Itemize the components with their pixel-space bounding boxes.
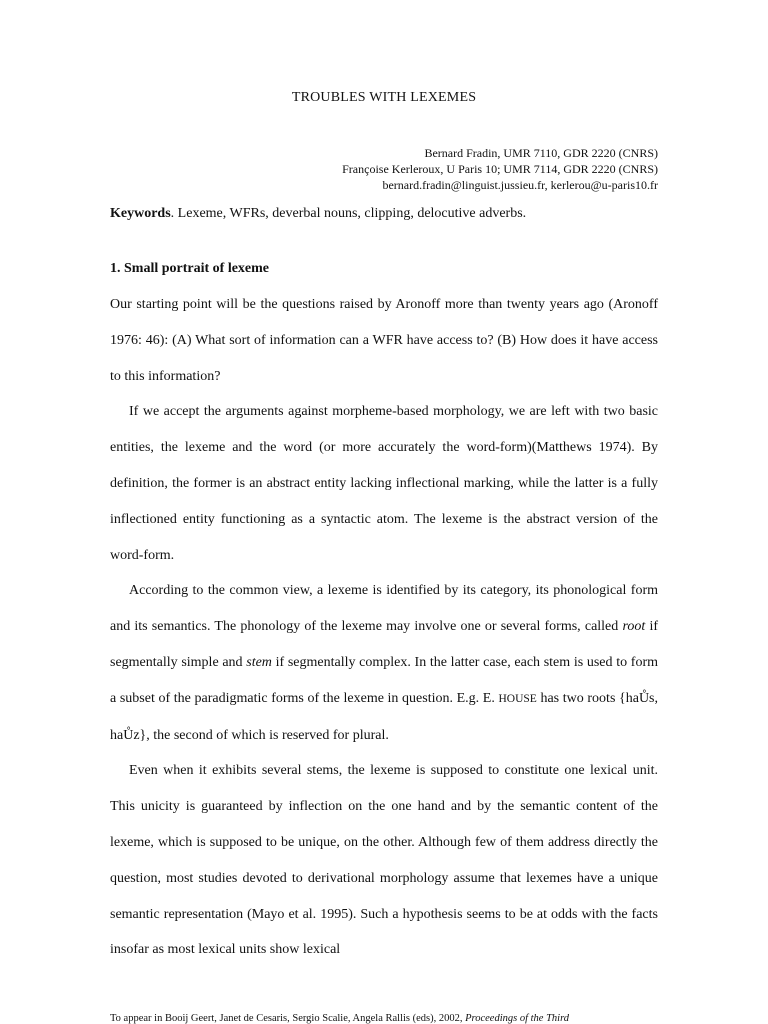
term-stem: stem — [246, 654, 272, 670]
paragraph-4: Even when it exhibits several stems, the lexeme is supposed to constitute one lexical unit. This unicity is guaranteed by inflection on the one hand and by the semantic content of the lexeme, which is supposed to be unique, on the other. Although few of them address directly the question, most studies devoted to derivational morphology assume that lexemes have a unique semantic representation (Mayo et al. 1995). Such a hypothesis seems to be at odds with the facts insofar as most lexical units show lexical — [110, 763, 658, 958]
author-line-1: Bernard Fradin, UMR 7110, GDR 2220 (CNRS) — [424, 146, 658, 160]
paragraph-2: If we accept the arguments against morpheme-based morphology, we are left with two basic entities, the lexeme and the word (or more accurately the word-form)(Matthews 1974). By definition, the former is an abstract entity lacking inflectional marking, while the latter is a fully inflectioned entity functioning as a syntactic atom. The lexeme is the abstract version of the word-form. — [110, 404, 658, 563]
body-text — [110, 287, 658, 968]
section-heading: 1. Small portrait of lexeme — [110, 261, 270, 276]
keywords-label: Keywords — [110, 206, 171, 221]
footnote-italic: Proceedings of the Third — [465, 1013, 570, 1024]
author-line-2: Françoise Kerleroux, U Paris 10; UMR 7114, GDR 2220 (CNRS) — [342, 162, 658, 176]
author-block — [342, 145, 658, 193]
author-emails: bernard.fradin@linguist.jussieu.fr, kerlerou@u-paris10.fr — [382, 178, 658, 192]
footnote — [110, 1013, 710, 1024]
paragraph-3-part-c: if segmentally complex. In the latter case, each stem is used to form a subset of the paradigmatic forms of the lexeme in question. E.g. E. — [110, 654, 658, 706]
keywords-line — [110, 206, 658, 222]
paragraph-3 — [110, 573, 658, 753]
lexeme-house: HOUSE — [498, 692, 537, 705]
paragraph-3-part-b: if segmentally simple and — [110, 619, 658, 670]
term-root: root — [622, 619, 646, 635]
keywords-text: . Lexeme, WFRs, deverbal nouns, clipping, delocutive adverbs. — [170, 206, 527, 221]
paragraph-3-part-d: has two roots {haŮs, haŮz}, the second of which is reserved for plural. — [110, 690, 659, 743]
paragraph-1: Our starting point will be the questions raised by Aronoff more than twenty years ago (Aronoff 1976: 46): (A) What sort of information can a WFR have access to? (B) How does it have access to this information? — [110, 297, 658, 384]
footnote-text: To appear in Booij Geert, Janet de Cesaris, Sergio Scalie, Angela Rallis (eds), 2002, — [110, 1013, 466, 1024]
paper-title: TROUBLES WITH LEXEMES — [291, 90, 477, 105]
paragraph-3-part-a: According to the common view, a lexeme is identified by its category, its phonological form and its semantics. The phonology of the lexeme may involve one or several forms, called — [110, 583, 658, 635]
